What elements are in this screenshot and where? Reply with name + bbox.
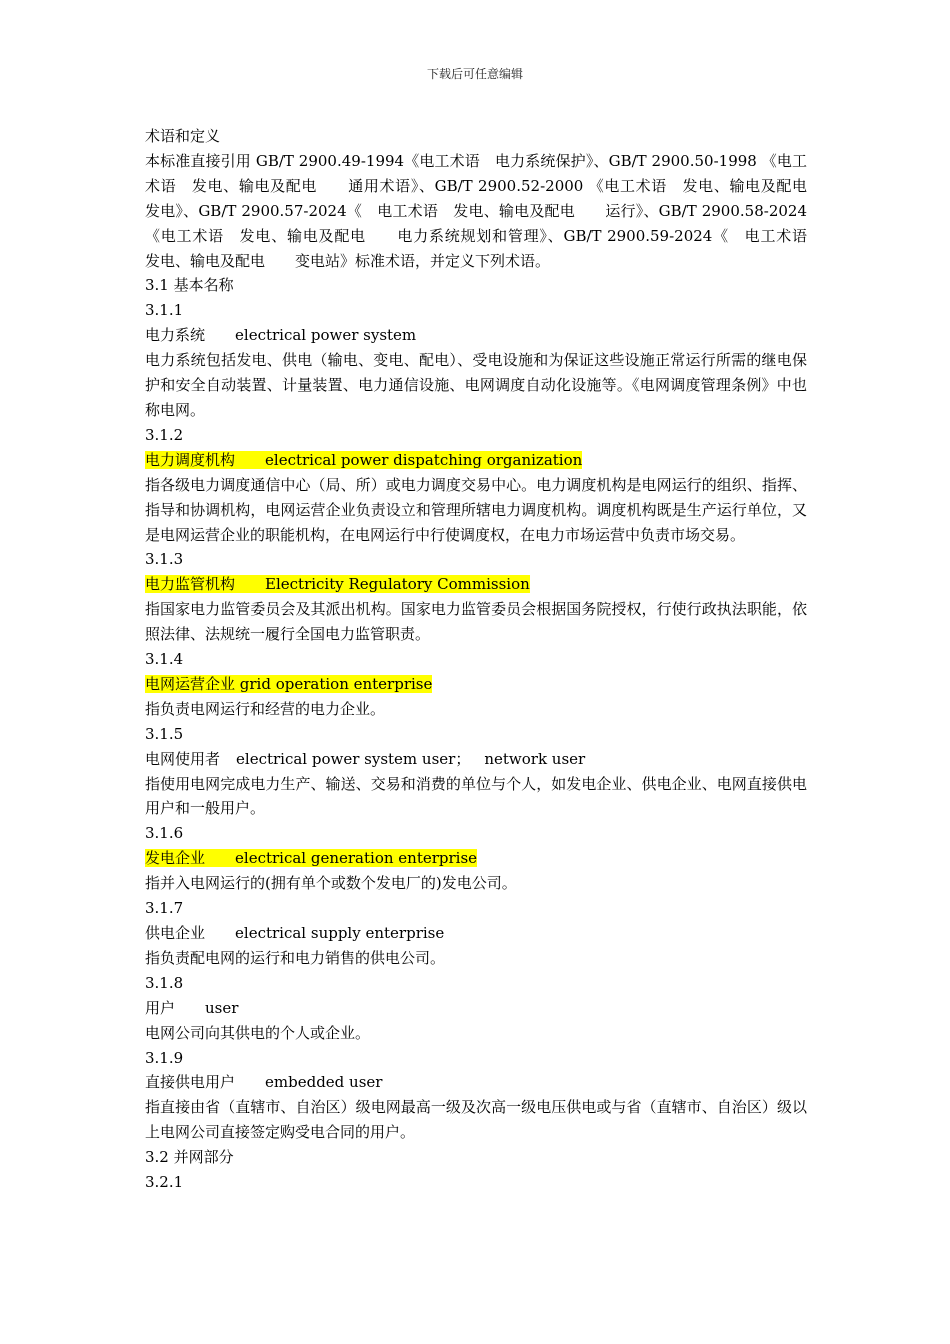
term-cn: 电力系统: [145, 326, 206, 345]
term-cn: 用户: [145, 998, 176, 1017]
term-number: 3.1.6: [145, 824, 184, 843]
section-title-3-1: 3.1 基本名称: [145, 276, 234, 295]
section-title-3-2: 3.2 并网部分: [145, 1148, 234, 1167]
document-body: [145, 124, 823, 1195]
term-title: [145, 572, 807, 597]
term-definition: 指国家电力监管委员会及其派出机构。国家电力监管委员会根据国务院授权，行使行政执法职能，依照法律、法规统一履行全国电力监管职责。: [145, 600, 807, 644]
term-number: 3.1.1: [145, 301, 184, 320]
highlighted-term: 电网运营企业 grid operation enterprise: [145, 674, 433, 693]
term-cn: 电力监管机构: [145, 575, 236, 594]
term-cn: 电力调度机构: [145, 450, 236, 469]
term-number: 3.1.2: [145, 425, 184, 444]
term-definition: 电力系统包括发电、供电（输电、变电、配电）、受电设施和为保证这些设施正常运行所需的继电保护和安全自动装置、计量装置、电力通信设施、电网调度自动化设施等。《电网调度管理条例》中也称电网。: [145, 351, 807, 419]
term-title: [145, 323, 807, 348]
term-definition: 指负责配电网的运行和电力销售的供电公司。: [145, 948, 446, 967]
term-en: electrical power dispatching organization: [265, 450, 583, 469]
highlighted-term: [145, 849, 477, 867]
section-heading: 术语和定义: [145, 127, 221, 145]
term-title: [145, 747, 807, 772]
term-title: [145, 1070, 807, 1095]
term-number: 3.1.5: [145, 724, 184, 743]
term-number: 3.1.8: [145, 973, 184, 992]
term-number: 3.1.9: [145, 1048, 184, 1067]
highlighted-term: [145, 575, 530, 593]
term-cn: 电网使用者: [145, 749, 221, 768]
term-title: [145, 921, 807, 946]
term-en: electrical generation enterprise: [235, 849, 478, 868]
term-definition: 指负责电网运行和经营的电力企业。: [145, 699, 386, 718]
term-definition: 指各级电力调度通信中心（局、所）或电力调度交易中心。电力调度机构是电网运行的组织、指挥、指导和协调机构，电网运营企业负责设立和管理所辖电力调度机构。调度机构既是生产运行单位，又是电网运营企业的职能机构，在电网运行中行使调度权，在电力市场运营中负责市场交易。: [145, 475, 807, 544]
term-title: [145, 996, 807, 1021]
term-en: embedded user: [265, 1073, 383, 1092]
term-cn: 发电企业: [145, 849, 206, 868]
term-title: [145, 672, 807, 697]
term-en-alt: network user: [484, 749, 586, 768]
term-en: user: [205, 998, 239, 1017]
term-definition: 电网公司向其供电的个人或企业。: [145, 1023, 371, 1042]
term-title: [145, 448, 807, 473]
term-title: [145, 846, 807, 871]
term-number: 3.1.4: [145, 650, 184, 669]
term-en: electrical power system user；: [236, 749, 471, 768]
term-definition: 指并入电网运行的(拥有单个或数个发电厂的)发电公司。: [145, 874, 517, 893]
term-en: Electricity Regulatory Commission: [265, 575, 530, 594]
term-en: electrical power system: [235, 326, 417, 345]
term-cn: 直接供电用户: [145, 1073, 236, 1092]
page-header: 下载后可任意编辑: [426, 67, 523, 81]
term-definition: 指使用电网完成电力生产、输送、交易和消费的单位与个人，如发电企业、供电企业、电网直接供电用户和一般用户。: [145, 774, 807, 818]
term-number: 3.1.3: [145, 550, 184, 569]
term-number: 3.2.1: [145, 1173, 184, 1192]
term-cn: 供电企业: [145, 924, 206, 942]
term-en: electrical supply enterprise: [235, 924, 445, 942]
highlighted-term: [145, 451, 582, 469]
term-number: 3.1.7: [145, 899, 184, 918]
term-definition: 指直接由省（直辖市、自治区）级电网最高一级及次高一级电压供电或与省（直辖市、自治区）级以上电网公司直接签定购受电合同的用户。: [145, 1098, 807, 1142]
intro-paragraph: 本标准直接引用 GB/T 2900.49-1994《电工术语 电力系统保护》、GB/T 2900.50-1998 《电工术语 发电、输电及配电 通用术语》、GB/T 2900.52-2000 《电工术语 发电、输电及配电 发电》、GB/T 2900.57-2024《 电工术语 发电、输电及配电 运行》、GB/T 2900.58-2024 《电工术语 发电、输电及配电 电力系统规划和管理》、GB/T 2900.59-2024《 电工术语 发电、输电及配电 变电站》标准术语，并定义下列术语。: [145, 151, 823, 270]
